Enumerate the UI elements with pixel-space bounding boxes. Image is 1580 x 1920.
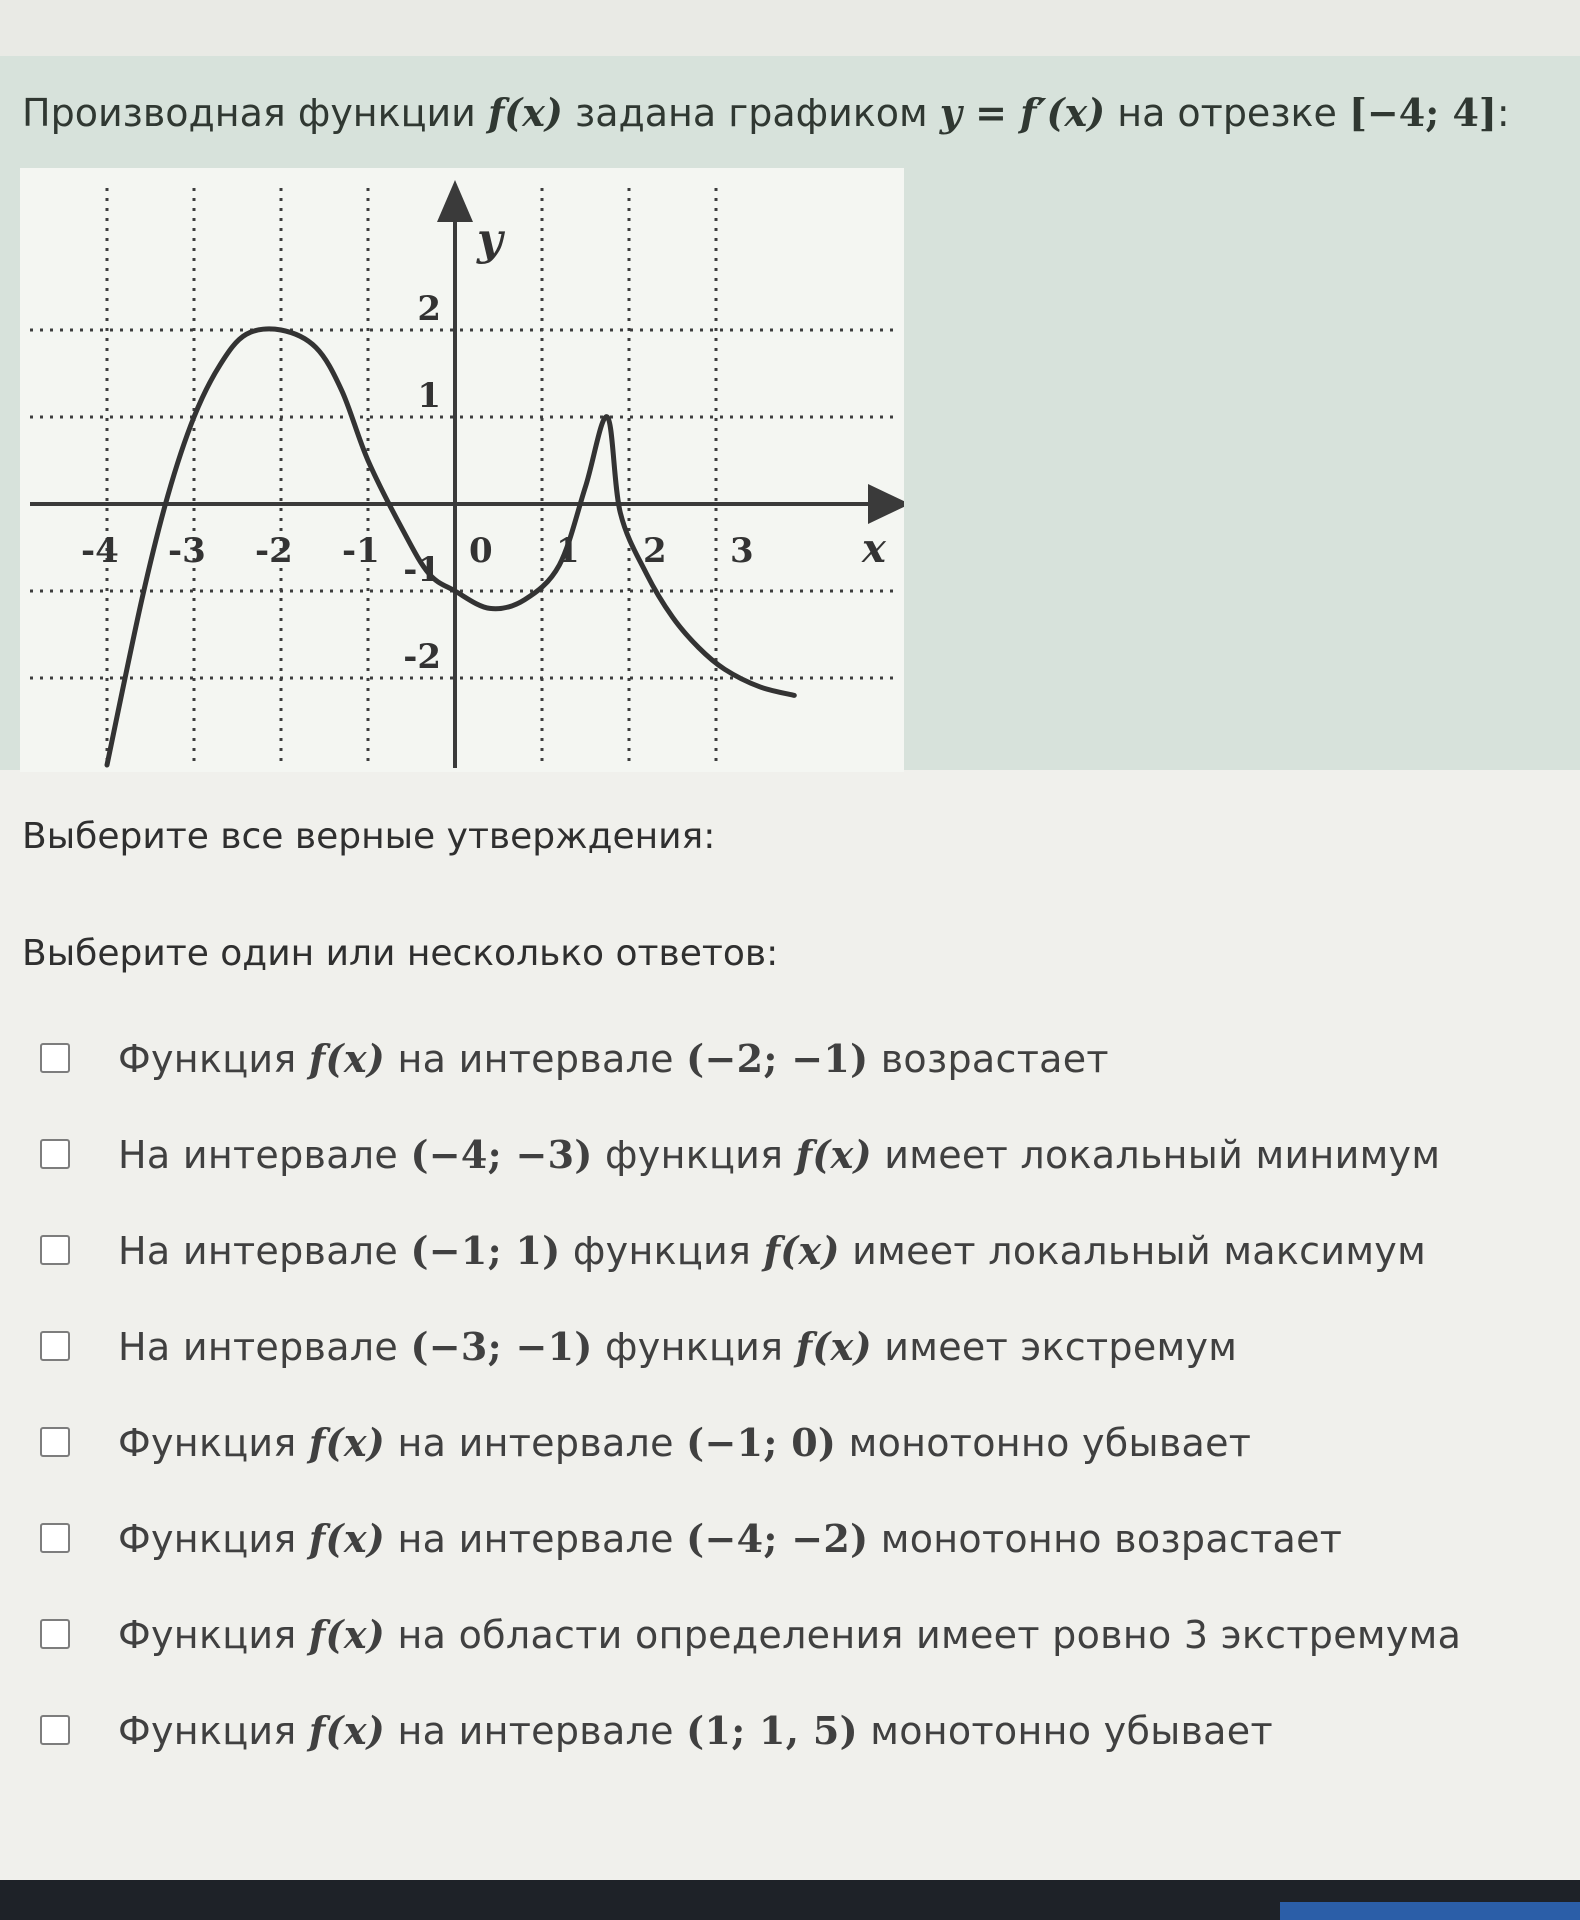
- option-text: на области определения имеет ровно 3 экстремума: [385, 1612, 1462, 1657]
- y-axis-arrow: [437, 180, 473, 222]
- option-text: на интервале: [385, 1516, 687, 1561]
- x-axis-label: x: [862, 525, 886, 572]
- x-tick-label: 0: [469, 531, 493, 571]
- x-tick-label: -2: [255, 531, 293, 571]
- derivative-graph: [20, 168, 904, 772]
- option-math: f(x): [308, 1515, 386, 1561]
- y-axis-label: y: [477, 214, 503, 265]
- x-axis-arrow: [868, 484, 904, 524]
- option-7[interactable]: [40, 1586, 1560, 1682]
- function-expression: f(x): [487, 90, 563, 135]
- option-checkbox[interactable]: [40, 1331, 70, 1361]
- y-tick-label: 1: [417, 376, 441, 416]
- option-math: f(x): [795, 1323, 872, 1369]
- curve: [107, 329, 794, 765]
- option-text: монотонно убывает: [836, 1420, 1252, 1465]
- option-checkbox[interactable]: [40, 1043, 70, 1073]
- option-math: (−4; −3): [410, 1131, 593, 1177]
- option-checkbox[interactable]: [40, 1523, 70, 1553]
- option-text: на интервале: [385, 1036, 687, 1081]
- options-list: [40, 1010, 1560, 1778]
- option-5[interactable]: [40, 1394, 1560, 1490]
- option-text: На интервале: [118, 1132, 411, 1177]
- option-checkbox[interactable]: [40, 1139, 70, 1169]
- option-4[interactable]: [40, 1298, 1560, 1394]
- option-math: (−1; 0): [686, 1419, 837, 1465]
- question-text: [22, 90, 1552, 135]
- option-math: f(x): [308, 1419, 386, 1465]
- option-label[interactable]: [118, 1612, 1461, 1657]
- x-tick-label: -1: [342, 531, 380, 571]
- option-label[interactable]: [118, 1132, 1440, 1177]
- option-checkbox[interactable]: [40, 1715, 70, 1745]
- option-text: функция: [560, 1228, 764, 1273]
- option-label[interactable]: [118, 1324, 1237, 1369]
- option-text: Функция: [118, 1036, 309, 1081]
- grid-lines: [30, 188, 900, 768]
- option-label[interactable]: [118, 1708, 1273, 1753]
- option-text: Функция: [118, 1612, 309, 1657]
- option-label[interactable]: [118, 1228, 1426, 1273]
- option-text: Функция: [118, 1516, 309, 1561]
- y-tick-label: -1: [403, 550, 441, 590]
- option-text: Функция: [118, 1420, 309, 1465]
- screen-bottom-edge: [0, 1880, 1580, 1920]
- option-math: f(x): [308, 1707, 386, 1753]
- option-math: (−2; −1): [686, 1035, 869, 1081]
- option-label[interactable]: [118, 1420, 1251, 1465]
- answers-hint: Выберите один или несколько ответов:: [22, 933, 779, 974]
- option-text: На интервале: [118, 1324, 411, 1369]
- question-text-part: задана графиком: [562, 91, 940, 135]
- option-math: f(x): [308, 1035, 386, 1081]
- option-2[interactable]: [40, 1106, 1560, 1202]
- option-text: На интервале: [118, 1228, 411, 1273]
- interval-expression: [−4; 4]: [1348, 90, 1497, 135]
- option-text: монотонно возрастает: [868, 1516, 1343, 1561]
- option-label[interactable]: [118, 1036, 1109, 1081]
- x-tick-label: -3: [168, 531, 206, 571]
- option-text: Функция: [118, 1708, 309, 1753]
- option-label[interactable]: [118, 1516, 1342, 1561]
- option-math: f(x): [763, 1227, 840, 1273]
- question-text-part: Производная функции: [22, 91, 488, 135]
- option-1[interactable]: [40, 1010, 1560, 1106]
- top-strip: [0, 0, 1580, 56]
- derivative-curve: [107, 329, 794, 765]
- option-8[interactable]: [40, 1682, 1560, 1778]
- option-text: имеет экстремум: [871, 1324, 1238, 1369]
- option-math: f(x): [795, 1131, 872, 1177]
- derivative-expression: y = f′(x): [939, 90, 1106, 135]
- option-math: f(x): [308, 1611, 386, 1657]
- option-text: функция: [592, 1132, 796, 1177]
- axes: [30, 180, 904, 768]
- option-math: (−4; −2): [686, 1515, 869, 1561]
- option-checkbox[interactable]: [40, 1235, 70, 1265]
- graph-svg: [20, 168, 904, 772]
- option-text: имеет локальный максимум: [839, 1228, 1427, 1273]
- option-math: (−3; −1): [410, 1323, 593, 1369]
- option-checkbox[interactable]: [40, 1619, 70, 1649]
- question-text-part: на отрезке: [1105, 91, 1349, 135]
- x-tick-label: 2: [643, 531, 667, 571]
- x-tick-label: -4: [81, 531, 119, 571]
- question-text-part: :: [1496, 91, 1510, 135]
- y-tick-label: -2: [403, 637, 441, 677]
- option-text: монотонно убывает: [857, 1708, 1273, 1753]
- option-text: возрастает: [868, 1036, 1109, 1081]
- option-text: имеет локальный минимум: [871, 1132, 1441, 1177]
- option-3[interactable]: [40, 1202, 1560, 1298]
- option-math: (1; 1, 5): [686, 1707, 858, 1753]
- option-6[interactable]: [40, 1490, 1560, 1586]
- option-text: функция: [592, 1324, 796, 1369]
- option-checkbox[interactable]: [40, 1427, 70, 1457]
- option-text: на интервале: [385, 1420, 687, 1465]
- option-text: на интервале: [385, 1708, 687, 1753]
- x-tick-label: 3: [730, 531, 754, 571]
- prompt-text: Выберите все верные утверждения:: [22, 816, 716, 857]
- option-math: (−1; 1): [410, 1227, 561, 1273]
- x-tick-label: 1: [556, 531, 580, 571]
- y-tick-label: 2: [417, 289, 441, 329]
- taskbar-accent: [1280, 1902, 1580, 1920]
